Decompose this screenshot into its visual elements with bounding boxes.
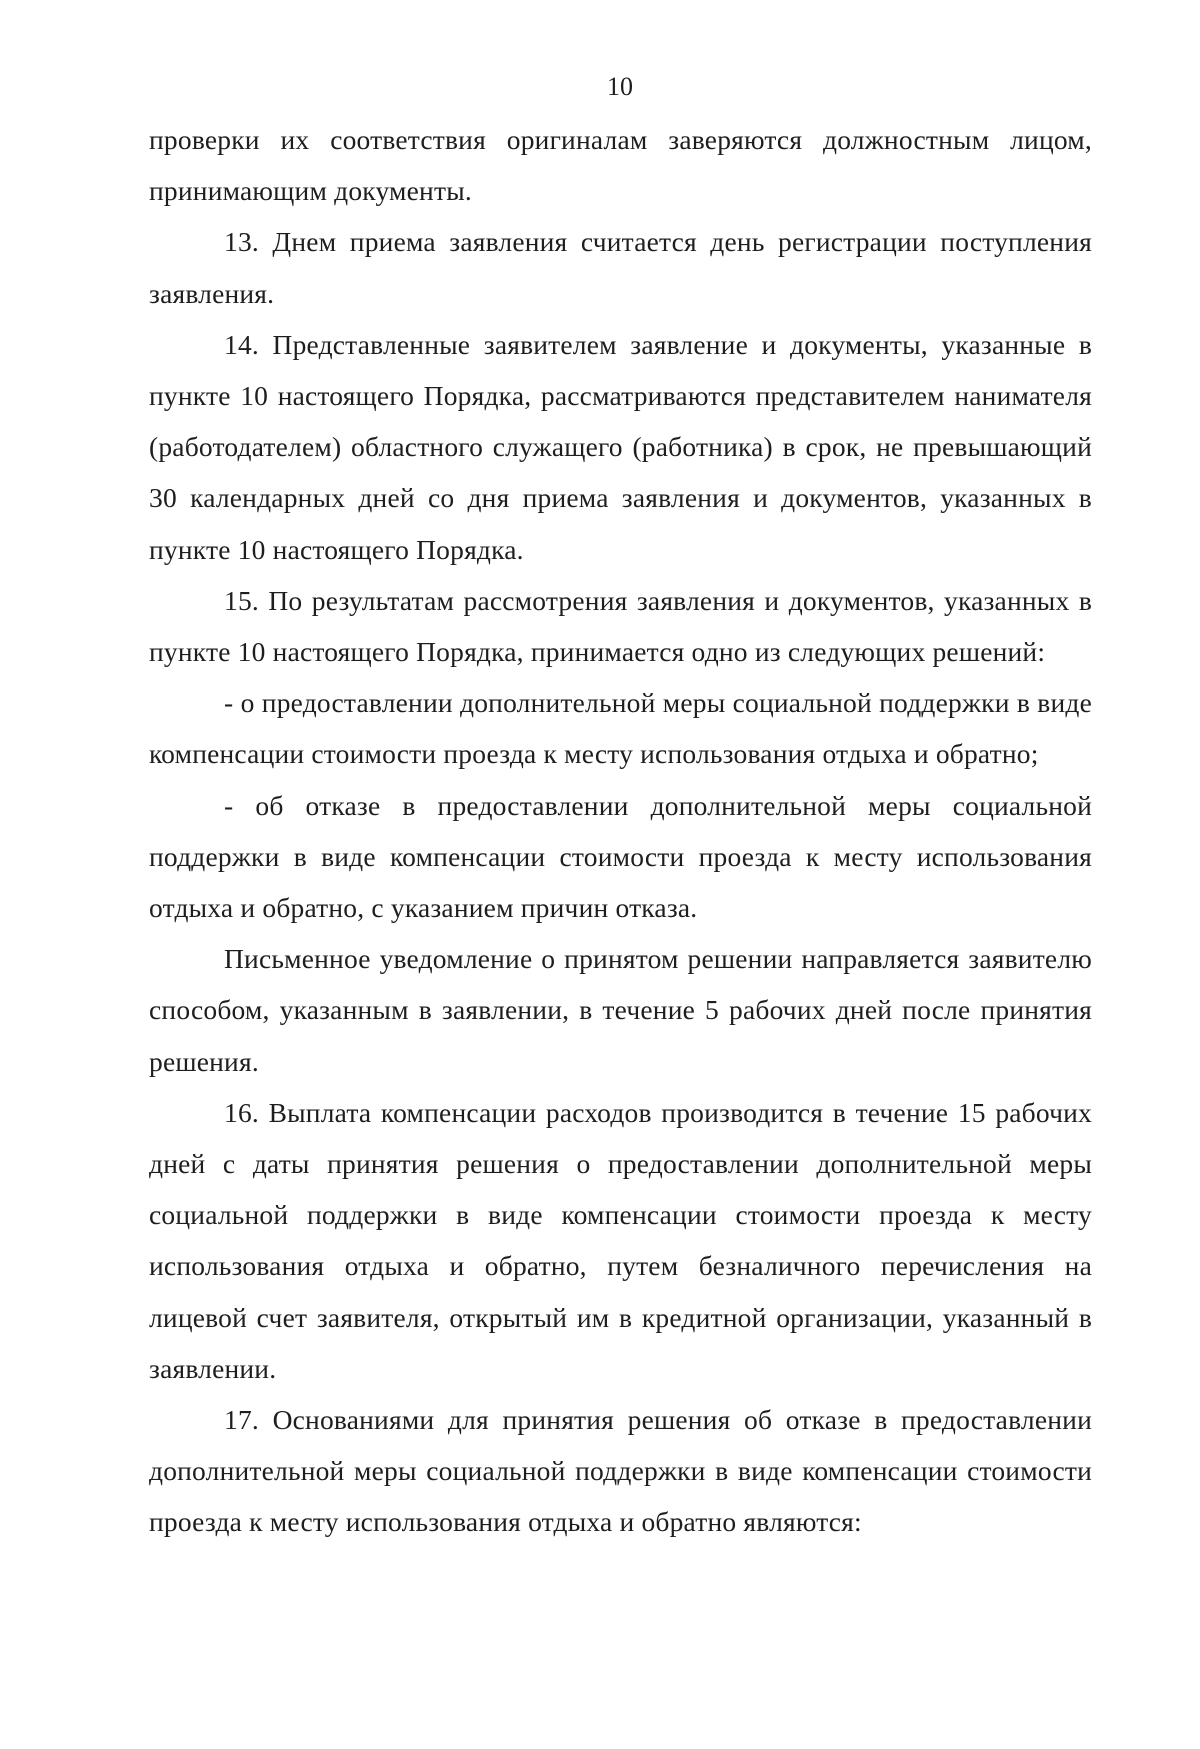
list-item-refusal-decision: - об отказе в предоставлении дополнительной меры социальной поддержки в виде компенсации стоимости проезда к месту использования отдыха и обратно, с указанием причин отказа.	[149, 789, 1092, 924]
paragraph-notice: Письменное уведомление о принятом решении направляется заявителю способом, указанным в заявлении, в течение 5 рабочих дней после принятия решения.	[149, 943, 1092, 1077]
paragraph-continuation: проверки их соответствия оригиналам заверяются должностным лицом, принимающим документы.	[149, 124, 1092, 207]
paragraph-13: 13. Днем приема заявления считается день регистрации поступления заявления.	[149, 226, 1092, 309]
paragraph-15: 15. По результатам рассмотрения заявления и документов, указанных в пункте 10 настоящего Порядка, принимается одно из следующих решений:	[149, 584, 1092, 668]
list-item-grant-decision: - о предоставлении дополнительной меры социальной поддержки в виде компенсации стоимости проезда к месту использования отдыха и обратно;	[149, 687, 1092, 770]
paragraph-16: 16. Выплата компенсации расходов производится в течение 15 рабочих дней с даты принятия решения о предоставлении дополнительной меры социальной поддержки в виде компенсации стоимости проезда к месту использования отдыха и обратно, путем безналичного перечисления на лицевой счет заявителя, открытый им в кредитной организации, указанный в заявлении.	[149, 1096, 1092, 1384]
paragraph-14: 14. Представленные заявителем заявление и документы, указанные в пункте 10 настоящего Порядка, рассматриваются представителем нанимателя (работодателем) областного служащего (работника) в срок, не превышающий 30 календарных дней со дня приема заявления и документов, указанных в пункте 10 настоящего Порядка.	[149, 328, 1092, 565]
paragraph-17: 17. Основаниями для принятия решения об отказе в предоставлении дополнительной меры социальной поддержки в виде компенсации стоимости проезда к месту использования отдыха и обратно являются:	[149, 1404, 1092, 1538]
document-body	[149, 114, 1092, 1548]
page-number: 10	[607, 72, 633, 101]
